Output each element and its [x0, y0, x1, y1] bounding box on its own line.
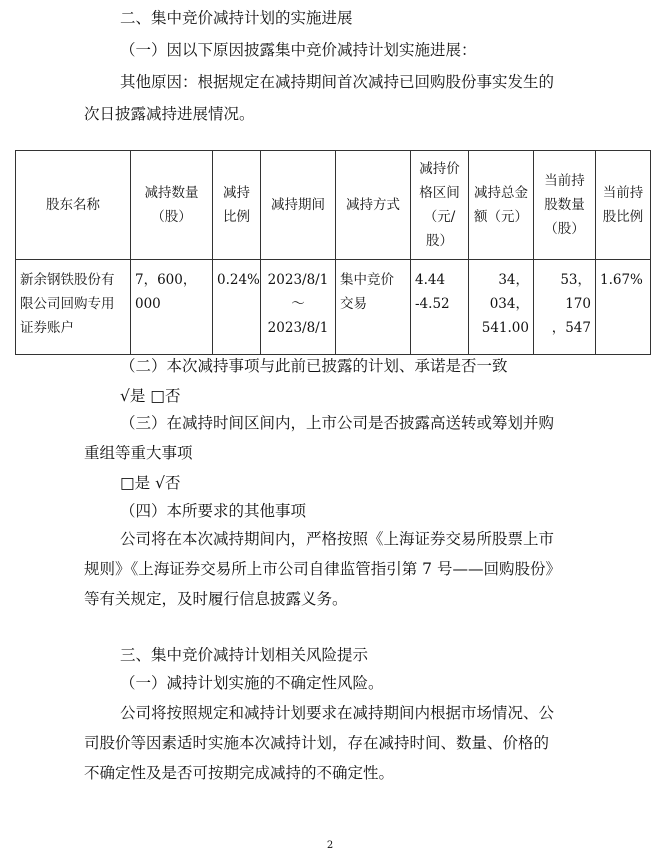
sub3-answer: □是 √否 [120, 474, 181, 492]
header-total-amount: 减持总金额（元） [469, 151, 534, 260]
sub4-text-line-1: 公司将在本次减持期间内，严格按照《上海证券交易所股票上市 [120, 530, 555, 548]
sub3-title-line-1: （三）在减持时间区间内，上市公司是否披露高送转或筹划并购 [120, 414, 555, 432]
reduction-table [15, 150, 651, 355]
cell-reduction-ratio: 0.24% [213, 260, 261, 355]
sub4-text-line-2: 规则》《上海证券交易所上市公司自律监管指引第 7 号——回购股份》 [84, 560, 561, 578]
cell-current-qty: 53，170 ，547 [534, 260, 596, 355]
section3-sub1: （一）减持计划实施的不确定性风险。 [120, 674, 384, 692]
reason-line-1: 其他原因：根据规定在减持期间首次减持已回购股份事实发生的 [120, 73, 555, 91]
sub4-title: （四）本所要求的其他事项 [120, 502, 307, 520]
sub2-title: （二）本次减持事项与此前已披露的计划、承诺是否一致 [120, 357, 508, 375]
cell-current-ratio: 1.67% [596, 260, 651, 355]
sub3-title-line-2: 重组等重大事项 [84, 444, 193, 462]
section3-text-line-1: 公司将按照规定和减持计划要求在减持期间内根据市场情况、公 [120, 704, 555, 722]
page-number: 2 [326, 840, 334, 851]
sub2-answer: √是 □否 [120, 387, 181, 405]
header-current-qty: 当前持股数量（股） [534, 151, 596, 260]
reason-line-2: 次日披露减持进展情况。 [84, 105, 255, 123]
section3-text-line-3: 不确定性及是否可按期完成减持的不确定性。 [84, 764, 395, 782]
table-header-row [16, 151, 651, 260]
header-current-ratio: 当前持股比例 [596, 151, 651, 260]
section2-heading: 二、集中竞价减持计划的实施进展 [120, 9, 353, 27]
table-row [16, 260, 651, 355]
header-shareholder-name: 股东名称 [16, 151, 131, 260]
header-reduction-qty: 减持数量（股） [131, 151, 213, 260]
header-reduction-ratio: 减持比例 [213, 151, 261, 260]
section3-text-line-2: 司股价等因素适时实施本次减持计划，存在减持时间、数量、价格的 [84, 734, 550, 752]
cell-price-range: 4.44 -4.52 [411, 260, 469, 355]
header-price-range: 减持价格区间（元/股） [411, 151, 469, 260]
section2-sub1: （一）因以下原因披露集中竞价减持计划实施进展： [120, 41, 477, 59]
sub4-text-line-3: 等有关规定，及时履行信息披露义务。 [84, 590, 348, 608]
cell-shareholder-name: 新余钢铁股份有 限公司回购专用 证券账户 [16, 260, 131, 355]
cell-total-amount: 34，034， 541.00 [469, 260, 534, 355]
cell-reduction-method: 集中竞价 交易 [336, 260, 411, 355]
section3-heading: 三、集中竞价减持计划相关风险提示 [120, 646, 369, 664]
cell-reduction-qty: 7，600，000 [131, 260, 213, 355]
header-reduction-period: 减持期间 [261, 151, 336, 260]
header-reduction-method: 减持方式 [336, 151, 411, 260]
cell-reduction-period: 2023/8/1 ～ 2023/8/1 [261, 260, 336, 355]
